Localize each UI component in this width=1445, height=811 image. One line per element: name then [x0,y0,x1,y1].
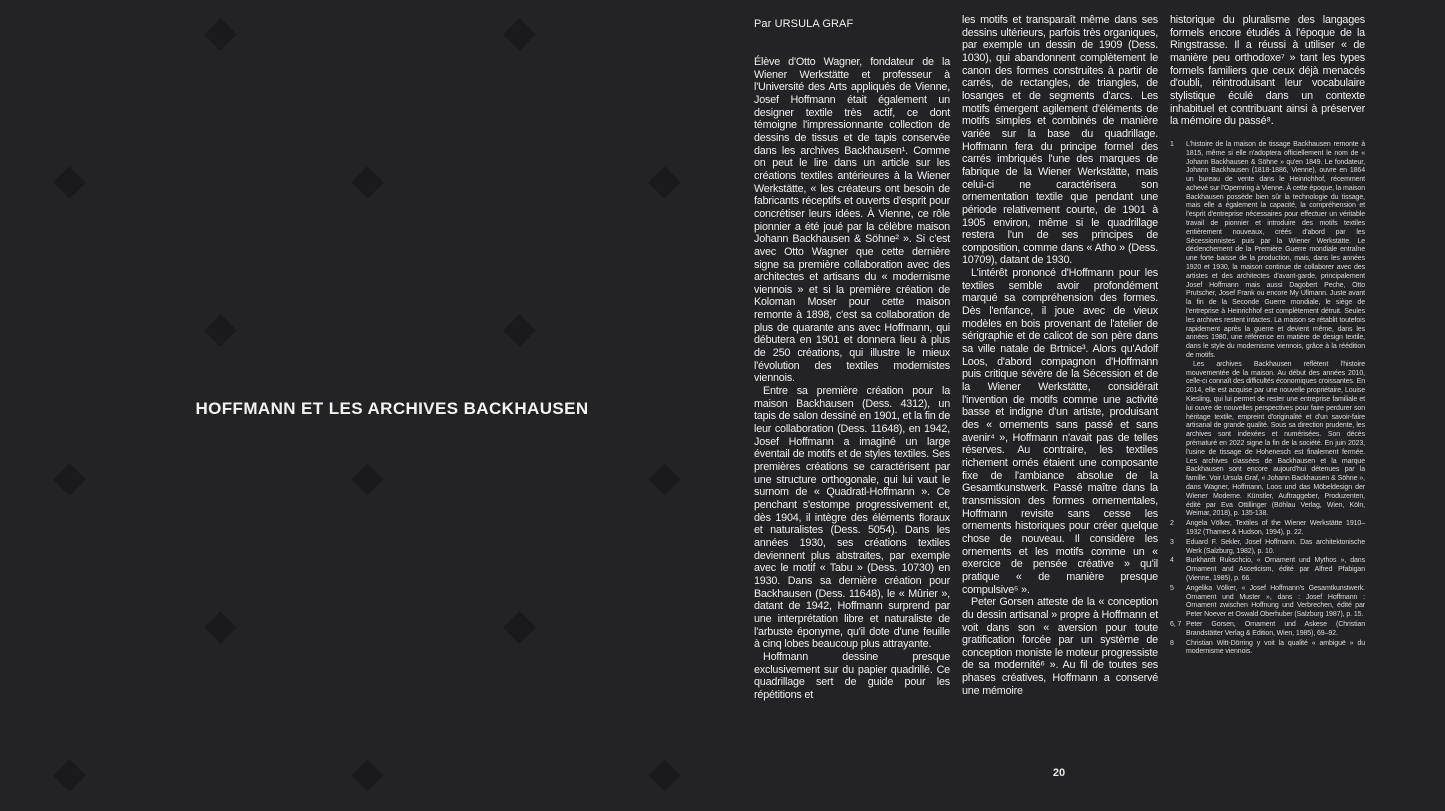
footnote [1170,640,1365,658]
footnote-number: 5 [1170,584,1174,592]
page-number: 20 [1052,767,1066,779]
diamond-icon [351,759,384,792]
diamond-icon [204,611,237,644]
text-column-1 [754,56,950,701]
paragraph: historique du pluralisme des langages formels encore étudiés à l'époque de la Ringstrasse. Il a réussi à utiliser « de manière peu orthodoxe⁷ » tant les types formels familiers que ceux déjà menacés d'oubli, réintroduisant leur vocabulaire stylistique éculé dans un contexte inhabituel et contribuant ainsi à préserver la mémoire du passé⁸. [1170,14,1365,128]
footnote-text: Peter Gorsen, Ornament und Askese (Christian Brandstätter Verlag & Edition, Wien, 1985), 69–92. [1186,620,1365,637]
paragraph: L'intérêt prononcé d'Hoffmann pour les textiles semble avoir profondément marqué sa compréhension des formes. Dès l'enfance, il joue avec de vieux modèles en bois provenant de l'atelier de sérigraphie et de calicot de son père dans sa ville natale de Brtnice³. Alors qu'Adolf Loos, d'abord compagnon d'Hoffmann puis critique sévère de la Sécession et de la Wiener Werkstätte, considérait l'invention de motifs comme une activité basse et indigne d'un artiste, produisant des « ornements sans passé et sans avenir⁴ », Hoffmann n'avait pas de telles réserves. Au contraire, les textiles richement ornés étaient une composante fixe de l'ambiance absolue de la Gesamtkunstwerk. Passé maître dans la transmission des formes ornementales, Hoffmann revisite sans cesse les ornements historiques pour créer quelque chose de nouveau. Il considère les ornements et les motifs comme un « exercice de pensée créative » qu'il pratique « de manière presque compulsive⁵ ». [962,267,1158,596]
diamond-icon [503,18,536,51]
diamond-icon [503,611,536,644]
footnote-number: 8 [1170,639,1174,647]
column-3-main-text [1170,14,1365,128]
footnote-text: Les archives Backhausen reflètent l'histoire mouvementée de la maison. Au début des années 2010, celle-ci connaît des difficultés économiques croissantes. En 2014, elle est acquise par une nouvelle propriétaire, Louise Kiesling, qui lui permet de rester une entreprise familiale et lui ouvre de nouvelles perspectives pour faire perdurer son héritage textile, empreint d'originalité et d'un savoir-faire artisanal de grande qualité. Sous sa direction prudente, les archives sont indexées et numérisées. Son décès prématuré en 2022 signe la fin de la société. En juin 2023, l'usine de tissage de Hohenesch est finalement fermée. Les archives classées de Backhausen et la marque Backhausen sont encore aujourd'hui détenues par la famille. Voir Ursula Graf, « Johann Backhausen & Söhne », dans Wagner, Hoffmann, Loos und das Möbeldesign der Wiener Moderne. Künstler, Auftraggeber, Produzenten, édité par Eva Ottillinger (Böhlau Verlag, Wien, Köln, Weimar, 2018), p. 135-138. [1186,360,1365,518]
right-page [722,0,1445,811]
footnote-text: Angela Völker, Textiles of the Wiener Werkstätte 1910–1932 (Thames & Hudson, 1994), p. 22. [1186,520,1365,536]
diamond-icon [53,759,86,792]
diamond-icon [648,759,681,792]
diamond-icon [648,166,681,199]
paragraph: les motifs et transparaît même dans ses dessins ultérieurs, parfois très organiques, par exemple un dessin de 1909 (Dess. 1030), qui abandonnent complètement le canon des formes construites à partir de carrés, de rectangles, de triangles, de losanges et de segments d'arcs. Les motifs émergent agilement d'éléments de motifs simples et combinés de manière variée sur la base du quadrillage. Hoffmann fera du principe formel des carrés imbriqués l'une des marques de fabrique de la Wiener Werkstätte, mais celui-ci ne caractérisera son ornementation textile que pendant une période relativement courte, de 1901 à 1905 environ, même si le quadrillage restera l'un de ses principes de composition, comme dans « Atho » (Dess. 10709), datant de 1930. [962,14,1158,267]
footnote [1170,141,1365,519]
footnote-number: 1 [1170,140,1174,148]
footnote-text: Angelika Völker, « Josef Hoffmann's Gesamtkunstwerk. Ornament und Muster », dans : Josef Hoffmann : Ornament zwischen Hoffnung und Verbrechen, édité par Peter Noever et Oswald Oberhuber (Salzburg 1987), p. 15. [1186,584,1365,619]
byline: Par URSULA GRAF [754,18,854,30]
text-column-2 [962,14,1158,697]
diamond-icon [53,463,86,496]
footnote-text: Eduard F. Sekler, Josef Hoffmann. Das architektonische Werk (Salzburg, 1982), p. 10. [1186,538,1365,555]
footnote-text: L'histoire de la maison de tissage Backhausen remonte à 1815, même si elle n'adoptera officiellement le nom de « Johann Backhausen & Söhne » qu'en 1849. Le fondateur, Johann Backhausen (1818-1886, Vienne), ouvre en 1864 un bureau de vente dans le Heinrichhof, récemment achevé sur l'Opernring à Vienne. À cette époque, la maison Backhausen possède bien sûr la technologie du tissage, mais elle a également la capacité, la compréhension et l'esprit d'entreprise nécessaires pour effectuer un véritable travail de pionnier et introduire des motifs textiles entièrement nouveaux, créés d'abord par les Sécessionnistes puis par la Wiener Werkstätte. Le déclenchement de la Première Guerre mondiale entraîne une forte baisse de la production, mais, dans les années 1920 et 1930, la maison continue de collaborer avec des artistes et des architectes d'avant-garde, principalement Josef Hoffmann mais aussi Dagobert Peche, Otto Prutscher, Josef Frank ou encore My Ullmann. Juste avant la fin de la Seconde Guerre mondiale, le siège de l'entreprise à Heinrichhof est complètement détruit. Seules les archives restent intactes. La maison se rétablit toutefois rapidement après la guerre et devient même, dans les années 1980, une référence en matière de design textile, dans le style du modernisme viennois, grâce à la réédition de motifs. [1186,140,1365,360]
diamond-icon [351,166,384,199]
diamond-icon [351,463,384,496]
diamond-icon [503,314,536,347]
footnote-number: 6, 7 [1170,620,1182,628]
footnote [1170,539,1365,557]
footnote-number: 4 [1170,557,1174,565]
text-column-3 [1170,14,1365,658]
footnote-text: Burkhardt Rukschcio, « Ornament und Mythos », dans Ornament and Asceticism, édité par Alfred Pfabigan (Vienne, 1985), p. 66. [1186,557,1365,582]
footnote [1170,621,1365,639]
paragraph: Peter Gorsen atteste de la « conception du dessin artisanal » propre à Hoffmann et voit dans son « aversion pour toute gratification forcée par un système de conception moniste le moteur progressiste de sa modernité⁶ ». Au fil de toutes ses phases créatives, Hoffmann a conservé une mémoire [962,596,1158,697]
diamond-icon [648,463,681,496]
diamond-icon [204,314,237,347]
footnote [1170,557,1365,583]
paragraph: Élève d'Otto Wagner, fondateur de la Wiener Werkstätte et professeur à l'Université des Arts appliqués de Vienne, Josef Hoffmann était également un designer textile très actif, ce dont témoigne l'impressionnante collection de dessins de tissus et de tapis conservée dans les archives Backhausen¹. Comme on peut le lire dans un article sur les créations textiles antérieures à la Wiener Werkstätte, « les créateurs ont besoin de fabricants réceptifs et ouverts d'esprit pour concrétiser leurs idées. À Vienne, ce rôle pionnier a été joué par la célèbre maison Johann Backhausen & Söhne² ». Si c'est avec Otto Wagner que cette dernière signe sa première collaboration avec des architectes et artisans du « modernisme viennois » et si la première création de Koloman Moser pour cette maison remonte à 1898, c'est sa collaboration de plus de quarante ans avec Hoffmann, qui débutera en 1901 et donnera lieu à plus de 250 créations, qui illustre le mieux l'évolution des textiles modernistes viennois. [754,56,950,385]
left-page [0,0,722,811]
paragraph: Entre sa première création pour la maison Backhausen (Dess. 4312), un tapis de salon dessiné en 1901, et la fin de leur collaboration (Dess. 11648), en 1942, Josef Hoffmann a imaginé un large éventail de motifs et de styles textiles. Ses premières créations se caractérisent par une structure orthogonale, qui lui vaut le surnom de « Quadratl-Hoffmann ». Ce penchant s'estompe progressivement et, dès 1904, il intègre des éléments floraux et naturalistes (Dess. 5054). Dans les années 1930, ses créations textiles deviennent plus abstraites, par exemple avec le motif « Tabu » (Dess. 10730) en 1930. Dans sa dernière création pour Backhausen (Dess. 11648), le « Mûrier », datant de 1942, Hoffmann surprend par une interprétation libre et naturaliste de l'arbuste éponyme, qu'il dote d'une feuille à cinq lobes beaucoup plus attrayante. [754,385,950,651]
footnote [1170,520,1365,538]
diamond-icon [53,166,86,199]
footnotes [1170,141,1365,657]
footnote-number: 2 [1170,520,1174,528]
page-title: HOFFMANN ET LES ARCHIVES BACKHAUSEN [195,399,589,418]
footnote-number: 3 [1170,538,1174,546]
diamond-icon [204,18,237,51]
footnote-text: Christian Witt-Dörring y voit la qualité « ambiguë » du modernisme viennois. [1186,639,1365,656]
paragraph: Hoffmann dessine presque exclusivement sur du papier quadrillé. Ce quadrillage sert de guide pour les répétitions et [754,650,950,701]
footnote [1170,585,1365,620]
